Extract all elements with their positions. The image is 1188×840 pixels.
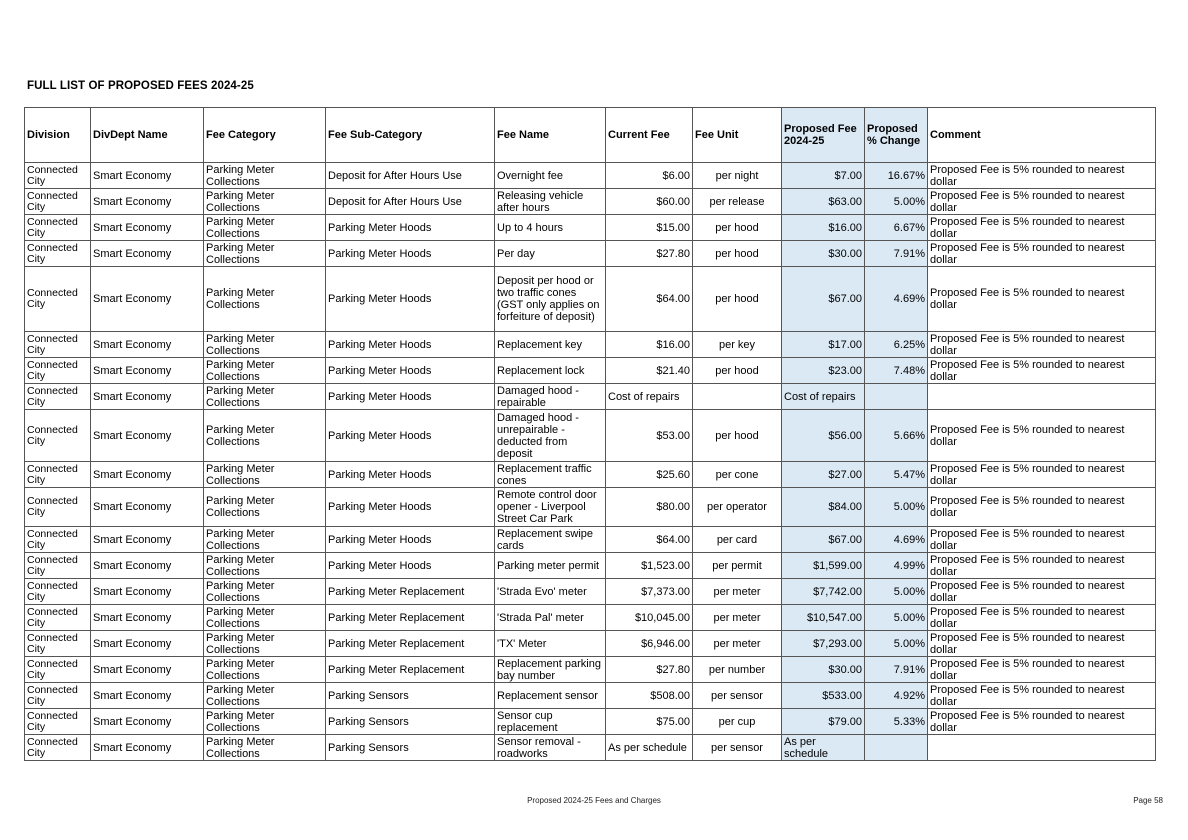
- cell-fee-subcategory: Parking Meter Hoods: [326, 241, 495, 267]
- cell-comment: [928, 735, 1156, 761]
- cell-comment: Proposed Fee is 5% rounded to nearest dollar: [928, 683, 1156, 709]
- cell-fee-unit: per release: [693, 189, 782, 215]
- cell-proposed-fee: $10,547.00: [782, 605, 865, 631]
- cell-fee-name: Damaged hood - repairable: [495, 384, 606, 410]
- cell-fee-category: Parking Meter Collections: [204, 358, 326, 384]
- cell-percent-change: 16.67%: [865, 163, 928, 189]
- table-row: [25, 189, 1156, 215]
- cell-fee-name: 'Strada Evo' meter: [495, 579, 606, 605]
- cell-fee-unit: per hood: [693, 410, 782, 462]
- cell-division: Connected City: [25, 332, 91, 358]
- cell-fee-unit: per permit: [693, 553, 782, 579]
- cell-divdept: Smart Economy: [91, 527, 204, 553]
- cell-percent-change: 6.67%: [865, 215, 928, 241]
- cell-fee-category: Parking Meter Collections: [204, 683, 326, 709]
- cell-percent-change: 7.91%: [865, 657, 928, 683]
- cell-divdept: Smart Economy: [91, 163, 204, 189]
- fees-table: [24, 107, 1156, 761]
- cell-fee-unit: per night: [693, 163, 782, 189]
- cell-fee-name: Sensor removal - roadworks: [495, 735, 606, 761]
- cell-fee-subcategory: Parking Meter Hoods: [326, 410, 495, 462]
- cell-fee-category: Parking Meter Collections: [204, 384, 326, 410]
- header-proposed-fee: Proposed Fee 2024-25: [782, 108, 865, 163]
- cell-fee-category: Parking Meter Collections: [204, 488, 326, 527]
- table-row: [25, 358, 1156, 384]
- cell-fee-name: Per day: [495, 241, 606, 267]
- cell-percent-change: [865, 384, 928, 410]
- cell-fee-unit: per cone: [693, 462, 782, 488]
- cell-comment: [928, 384, 1156, 410]
- cell-current-fee: As per schedule: [606, 735, 693, 761]
- cell-percent-change: 5.66%: [865, 410, 928, 462]
- cell-fee-category: Parking Meter Collections: [204, 215, 326, 241]
- cell-percent-change: 7.91%: [865, 241, 928, 267]
- cell-comment: Proposed Fee is 5% rounded to nearest dollar: [928, 709, 1156, 735]
- cell-comment: Proposed Fee is 5% rounded to nearest dollar: [928, 332, 1156, 358]
- cell-fee-category: Parking Meter Collections: [204, 553, 326, 579]
- cell-percent-change: 5.00%: [865, 605, 928, 631]
- cell-fee-subcategory: Parking Sensors: [326, 683, 495, 709]
- cell-division: Connected City: [25, 163, 91, 189]
- cell-percent-change: 6.25%: [865, 332, 928, 358]
- cell-fee-category: Parking Meter Collections: [204, 579, 326, 605]
- cell-current-fee: $7,373.00: [606, 579, 693, 605]
- cell-comment: Proposed Fee is 5% rounded to nearest dollar: [928, 657, 1156, 683]
- table-row: [25, 488, 1156, 527]
- cell-comment: Proposed Fee is 5% rounded to nearest dollar: [928, 215, 1156, 241]
- cell-divdept: Smart Economy: [91, 735, 204, 761]
- cell-fee-subcategory: Parking Meter Replacement: [326, 579, 495, 605]
- cell-proposed-fee: $30.00: [782, 657, 865, 683]
- cell-proposed-fee: $7.00: [782, 163, 865, 189]
- cell-proposed-fee: $30.00: [782, 241, 865, 267]
- cell-fee-name: Replacement sensor: [495, 683, 606, 709]
- cell-percent-change: 5.00%: [865, 488, 928, 527]
- cell-divdept: Smart Economy: [91, 215, 204, 241]
- cell-fee-unit: per meter: [693, 605, 782, 631]
- table-row: [25, 657, 1156, 683]
- cell-percent-change: [865, 735, 928, 761]
- cell-fee-subcategory: Parking Meter Hoods: [326, 358, 495, 384]
- cell-divdept: Smart Economy: [91, 553, 204, 579]
- cell-division: Connected City: [25, 605, 91, 631]
- cell-current-fee: $6,946.00: [606, 631, 693, 657]
- cell-proposed-fee: $16.00: [782, 215, 865, 241]
- cell-fee-category: Parking Meter Collections: [204, 631, 326, 657]
- cell-fee-unit: per meter: [693, 579, 782, 605]
- table-row: [25, 553, 1156, 579]
- cell-fee-subcategory: Parking Meter Replacement: [326, 657, 495, 683]
- cell-fee-name: Overnight fee: [495, 163, 606, 189]
- cell-division: Connected City: [25, 683, 91, 709]
- cell-comment: Proposed Fee is 5% rounded to nearest dollar: [928, 527, 1156, 553]
- header-fee-category: Fee Category: [204, 108, 326, 163]
- cell-proposed-fee: $17.00: [782, 332, 865, 358]
- table-row: [25, 683, 1156, 709]
- cell-current-fee: $508.00: [606, 683, 693, 709]
- cell-fee-name: Replacement key: [495, 332, 606, 358]
- cell-current-fee: $75.00: [606, 709, 693, 735]
- cell-proposed-fee: $23.00: [782, 358, 865, 384]
- cell-fee-category: Parking Meter Collections: [204, 163, 326, 189]
- table-row: [25, 527, 1156, 553]
- header-fee-name: Fee Name: [495, 108, 606, 163]
- cell-current-fee: Cost of repairs: [606, 384, 693, 410]
- table-row: [25, 709, 1156, 735]
- cell-percent-change: 7.48%: [865, 358, 928, 384]
- cell-division: Connected City: [25, 267, 91, 332]
- cell-fee-category: Parking Meter Collections: [204, 189, 326, 215]
- header-comment: Comment: [928, 108, 1156, 163]
- cell-fee-category: Parking Meter Collections: [204, 709, 326, 735]
- cell-fee-subcategory: Parking Meter Hoods: [326, 215, 495, 241]
- table-row: [25, 384, 1156, 410]
- cell-fee-unit: per hood: [693, 241, 782, 267]
- cell-proposed-fee: $67.00: [782, 267, 865, 332]
- cell-division: Connected City: [25, 215, 91, 241]
- cell-fee-category: Parking Meter Collections: [204, 332, 326, 358]
- table-row: [25, 410, 1156, 462]
- cell-fee-subcategory: Parking Meter Replacement: [326, 631, 495, 657]
- cell-current-fee: $64.00: [606, 527, 693, 553]
- cell-divdept: Smart Economy: [91, 189, 204, 215]
- cell-divdept: Smart Economy: [91, 410, 204, 462]
- cell-percent-change: 5.00%: [865, 189, 928, 215]
- cell-division: Connected City: [25, 657, 91, 683]
- cell-division: Connected City: [25, 241, 91, 267]
- cell-fee-subcategory: Parking Meter Hoods: [326, 462, 495, 488]
- cell-fee-subcategory: Parking Meter Hoods: [326, 332, 495, 358]
- table-row: [25, 241, 1156, 267]
- cell-fee-name: Up to 4 hours: [495, 215, 606, 241]
- cell-division: Connected City: [25, 735, 91, 761]
- cell-percent-change: 5.33%: [865, 709, 928, 735]
- cell-fee-subcategory: Parking Meter Hoods: [326, 384, 495, 410]
- cell-comment: Proposed Fee is 5% rounded to nearest dollar: [928, 163, 1156, 189]
- cell-fee-name: Replacement parking bay number: [495, 657, 606, 683]
- cell-fee-subcategory: Parking Meter Hoods: [326, 527, 495, 553]
- cell-divdept: Smart Economy: [91, 709, 204, 735]
- header-row: [25, 108, 1156, 163]
- cell-divdept: Smart Economy: [91, 657, 204, 683]
- cell-divdept: Smart Economy: [91, 267, 204, 332]
- cell-fee-subcategory: Parking Sensors: [326, 709, 495, 735]
- cell-fee-category: Parking Meter Collections: [204, 735, 326, 761]
- cell-proposed-fee: $79.00: [782, 709, 865, 735]
- table-row: [25, 579, 1156, 605]
- cell-fee-unit: per number: [693, 657, 782, 683]
- cell-division: Connected City: [25, 462, 91, 488]
- cell-comment: Proposed Fee is 5% rounded to nearest dollar: [928, 358, 1156, 384]
- cell-fee-unit: per sensor: [693, 683, 782, 709]
- cell-fee-unit: per meter: [693, 631, 782, 657]
- cell-fee-category: Parking Meter Collections: [204, 605, 326, 631]
- cell-divdept: Smart Economy: [91, 631, 204, 657]
- header-divdept: DivDept Name: [91, 108, 204, 163]
- cell-division: Connected City: [25, 709, 91, 735]
- cell-proposed-fee: $7,293.00: [782, 631, 865, 657]
- cell-divdept: Smart Economy: [91, 488, 204, 527]
- cell-proposed-fee: $533.00: [782, 683, 865, 709]
- cell-fee-unit: per hood: [693, 358, 782, 384]
- cell-division: Connected City: [25, 189, 91, 215]
- cell-divdept: Smart Economy: [91, 332, 204, 358]
- cell-fee-subcategory: Parking Sensors: [326, 735, 495, 761]
- cell-percent-change: 5.47%: [865, 462, 928, 488]
- cell-fee-name: Remote control door opener - Liverpool Street Car Park: [495, 488, 606, 527]
- cell-fee-subcategory: Parking Meter Hoods: [326, 267, 495, 332]
- cell-current-fee: $27.80: [606, 657, 693, 683]
- header-division: Division: [25, 108, 91, 163]
- cell-fee-unit: per card: [693, 527, 782, 553]
- cell-percent-change: 4.99%: [865, 553, 928, 579]
- cell-divdept: Smart Economy: [91, 462, 204, 488]
- cell-proposed-fee: Cost of repairs: [782, 384, 865, 410]
- cell-percent-change: 5.00%: [865, 579, 928, 605]
- cell-current-fee: $53.00: [606, 410, 693, 462]
- header-fee-unit: Fee Unit: [693, 108, 782, 163]
- cell-percent-change: 4.69%: [865, 527, 928, 553]
- cell-divdept: Smart Economy: [91, 605, 204, 631]
- cell-divdept: Smart Economy: [91, 683, 204, 709]
- table-row: [25, 332, 1156, 358]
- cell-divdept: Smart Economy: [91, 579, 204, 605]
- cell-fee-unit: per hood: [693, 267, 782, 332]
- cell-divdept: Smart Economy: [91, 241, 204, 267]
- table-row: [25, 605, 1156, 631]
- cell-proposed-fee: $67.00: [782, 527, 865, 553]
- cell-fee-subcategory: Parking Meter Hoods: [326, 553, 495, 579]
- fee-rows: [25, 163, 1156, 761]
- cell-fee-name: Replacement swipe cards: [495, 527, 606, 553]
- cell-current-fee: $16.00: [606, 332, 693, 358]
- cell-current-fee: $21.40: [606, 358, 693, 384]
- cell-current-fee: $6.00: [606, 163, 693, 189]
- cell-percent-change: 5.00%: [865, 631, 928, 657]
- cell-comment: Proposed Fee is 5% rounded to nearest dollar: [928, 267, 1156, 332]
- cell-fee-category: Parking Meter Collections: [204, 410, 326, 462]
- cell-current-fee: $64.00: [606, 267, 693, 332]
- cell-fee-name: Deposit per hood or two traffic cones (GST only applies on forfeiture of deposit): [495, 267, 606, 332]
- cell-comment: Proposed Fee is 5% rounded to nearest dollar: [928, 462, 1156, 488]
- header-fee-subcategory: Fee Sub-Category: [326, 108, 495, 163]
- table-row: [25, 163, 1156, 189]
- cell-comment: Proposed Fee is 5% rounded to nearest dollar: [928, 488, 1156, 527]
- cell-fee-category: Parking Meter Collections: [204, 527, 326, 553]
- cell-division: Connected City: [25, 631, 91, 657]
- cell-divdept: Smart Economy: [91, 384, 204, 410]
- cell-fee-unit: per sensor: [693, 735, 782, 761]
- cell-fee-name: Parking meter permit: [495, 553, 606, 579]
- cell-fee-unit: per hood: [693, 215, 782, 241]
- cell-comment: Proposed Fee is 5% rounded to nearest dollar: [928, 410, 1156, 462]
- cell-division: Connected City: [25, 488, 91, 527]
- cell-comment: Proposed Fee is 5% rounded to nearest dollar: [928, 605, 1156, 631]
- cell-proposed-fee: $1,599.00: [782, 553, 865, 579]
- cell-fee-subcategory: Deposit for After Hours Use: [326, 189, 495, 215]
- cell-fee-subcategory: Parking Meter Hoods: [326, 488, 495, 527]
- table-row: [25, 631, 1156, 657]
- cell-fee-subcategory: Parking Meter Replacement: [326, 605, 495, 631]
- cell-proposed-fee: $63.00: [782, 189, 865, 215]
- cell-current-fee: $15.00: [606, 215, 693, 241]
- cell-divdept: Smart Economy: [91, 358, 204, 384]
- cell-division: Connected City: [25, 527, 91, 553]
- table-row: [25, 462, 1156, 488]
- cell-fee-category: Parking Meter Collections: [204, 241, 326, 267]
- cell-comment: Proposed Fee is 5% rounded to nearest dollar: [928, 579, 1156, 605]
- cell-proposed-fee: $56.00: [782, 410, 865, 462]
- cell-current-fee: $1,523.00: [606, 553, 693, 579]
- cell-current-fee: $27.80: [606, 241, 693, 267]
- cell-fee-name: Sensor cup replacement: [495, 709, 606, 735]
- cell-current-fee: $10,045.00: [606, 605, 693, 631]
- cell-current-fee: $80.00: [606, 488, 693, 527]
- table-row: [25, 215, 1156, 241]
- cell-fee-subcategory: Deposit for After Hours Use: [326, 163, 495, 189]
- cell-comment: Proposed Fee is 5% rounded to nearest dollar: [928, 241, 1156, 267]
- cell-current-fee: $60.00: [606, 189, 693, 215]
- cell-proposed-fee: $84.00: [782, 488, 865, 527]
- page-number: Page 58: [1133, 796, 1163, 805]
- cell-fee-unit: [693, 384, 782, 410]
- cell-proposed-fee: As per schedule: [782, 735, 865, 761]
- cell-fee-name: 'Strada Pal' meter: [495, 605, 606, 631]
- cell-division: Connected City: [25, 384, 91, 410]
- table-row: [25, 735, 1156, 761]
- footer-title: Proposed 2024-25 Fees and Charges: [527, 796, 661, 805]
- cell-fee-unit: per operator: [693, 488, 782, 527]
- cell-division: Connected City: [25, 579, 91, 605]
- table-row: [25, 267, 1156, 332]
- cell-percent-change: 4.92%: [865, 683, 928, 709]
- cell-fee-unit: per cup: [693, 709, 782, 735]
- cell-fee-name: 'TX' Meter: [495, 631, 606, 657]
- cell-comment: Proposed Fee is 5% rounded to nearest dollar: [928, 553, 1156, 579]
- cell-fee-name: Damaged hood - unrepairable - deducted from deposit: [495, 410, 606, 462]
- cell-proposed-fee: $27.00: [782, 462, 865, 488]
- header-percent-change: Proposed % Change: [865, 108, 928, 163]
- cell-fee-category: Parking Meter Collections: [204, 657, 326, 683]
- cell-comment: Proposed Fee is 5% rounded to nearest dollar: [928, 189, 1156, 215]
- cell-division: Connected City: [25, 410, 91, 462]
- cell-fee-category: Parking Meter Collections: [204, 267, 326, 332]
- page-title: FULL LIST OF PROPOSED FEES 2024-25: [27, 80, 254, 92]
- cell-division: Connected City: [25, 553, 91, 579]
- cell-fee-unit: per key: [693, 332, 782, 358]
- cell-fee-category: Parking Meter Collections: [204, 462, 326, 488]
- cell-division: Connected City: [25, 358, 91, 384]
- cell-current-fee: $25.60: [606, 462, 693, 488]
- cell-fee-name: Replacement lock: [495, 358, 606, 384]
- header-current-fee: Current Fee: [606, 108, 693, 163]
- cell-fee-name: Releasing vehicle after hours: [495, 189, 606, 215]
- cell-proposed-fee: $7,742.00: [782, 579, 865, 605]
- cell-percent-change: 4.69%: [865, 267, 928, 332]
- cell-fee-name: Replacement traffic cones: [495, 462, 606, 488]
- cell-comment: Proposed Fee is 5% rounded to nearest dollar: [928, 631, 1156, 657]
